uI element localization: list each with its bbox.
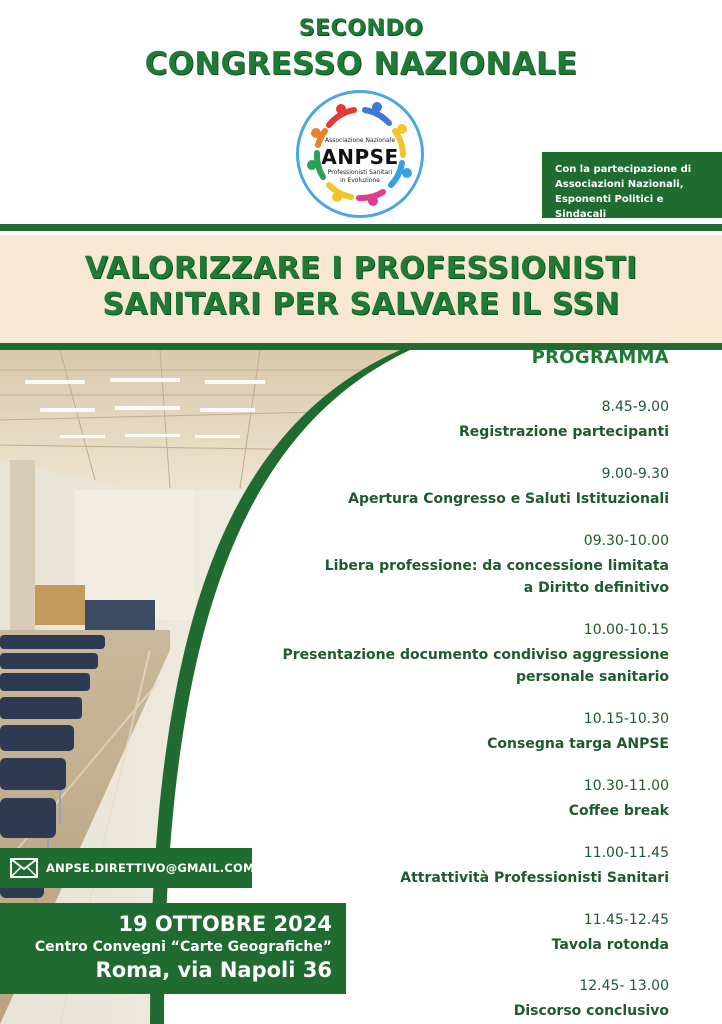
program-desc: Consegna targa ANPSE [487, 736, 669, 752]
program-time: 10.15-10.30 [583, 711, 669, 727]
program-item [514, 977, 669, 1022]
program-desc: Registrazione partecipanti [459, 424, 669, 440]
contact-email-box[interactable] [0, 848, 255, 888]
program-desc: Discorso conclusivo [513, 1003, 669, 1019]
program-desc-line: Libera professione: da concessione limitata [324, 558, 669, 574]
partner-line2: Associazioni Nazionali, [555, 179, 684, 190]
partner-line3: Esponenti Politici e Sindacali [555, 194, 664, 220]
program-desc: Coffee break [568, 803, 669, 819]
program-time: 12.45- 13.00 [579, 978, 669, 994]
program-desc-line: personale sanitario [516, 669, 669, 685]
event-venue: Centro Convegni “Carte Geografiche” [34, 939, 332, 955]
program-time: 10.30-11.00 [583, 778, 669, 794]
program-time: 9.00-9.30 [601, 466, 669, 482]
event-date: 19 OTTOBRE 2024 [118, 912, 332, 936]
event-info-box [0, 903, 346, 994]
program-time: 10.00-10.15 [583, 622, 669, 638]
program-item [552, 911, 669, 956]
program-time: 8.45-9.00 [601, 399, 669, 415]
header-title: CONGRESSO NAZIONALE [144, 46, 578, 82]
event-address: Roma, via Napoli 36 [95, 958, 332, 982]
program-item [348, 465, 669, 510]
program-time: 11.00-11.45 [583, 845, 669, 861]
program-item [459, 398, 669, 443]
header-subtitle: SECONDO [298, 16, 424, 41]
logo-line3: in Evoluzione [340, 177, 380, 184]
program-time: 09.30-10.00 [583, 533, 669, 549]
contact-email[interactable]: ANPSE.DIRETTIVO@GMAIL.COM [46, 861, 255, 875]
program-item [487, 710, 669, 755]
program-item [400, 844, 669, 889]
banner-line1: VALORIZZARE I PROFESSIONISTI [84, 251, 638, 286]
logo-line1: Associazione Nazionale [324, 137, 396, 144]
program-desc [325, 555, 669, 599]
partner-line1: Con la partecipazione di [555, 164, 692, 175]
logo-name: ANPSE [321, 145, 399, 169]
banner-line2: SANITARI PER SALVARE IL SSN [102, 287, 620, 322]
program-desc: Attrattività Professionisti Sanitari [400, 870, 669, 886]
program-title: PROGRAMMA [531, 347, 669, 368]
program-item [282, 621, 669, 688]
program-desc: Tavola rotonda [551, 937, 669, 953]
program-item [569, 777, 669, 822]
program-desc-line: Presentazione documento condiviso aggressione [282, 647, 669, 663]
program-time: 11.45-12.45 [583, 912, 669, 928]
logo-line2: Professionisti Sanitari [327, 169, 393, 176]
mail-icon [10, 858, 38, 878]
program-item [325, 532, 669, 599]
program-desc-line: a Diritto definitivo [523, 580, 669, 596]
program-desc [282, 644, 669, 688]
program-desc: Apertura Congresso e Saluti Istituzionali [348, 491, 669, 507]
